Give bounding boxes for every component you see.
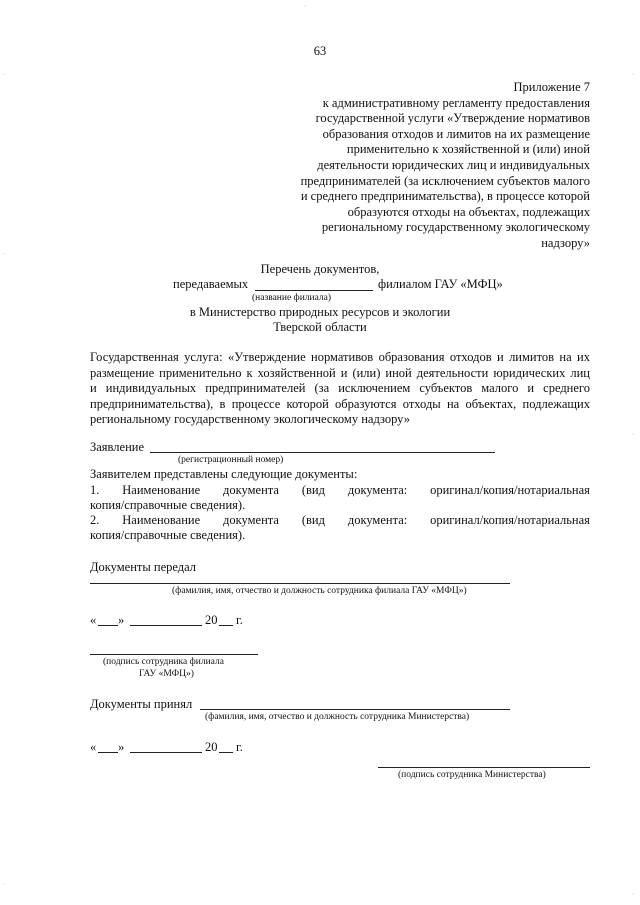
handover-employee-caption: (фамилия, имя, отчество и должность сотрудника филиала ГАУ «МФЦ»)	[172, 586, 467, 596]
document-item-2	[90, 513, 590, 528]
received-day-line[interactable]	[98, 752, 118, 753]
title-line-4: Тверской области	[273, 320, 367, 334]
document-item-word: документа	[223, 513, 279, 527]
handover-signature-caption-1: (подпись сотрудника филиала	[103, 657, 224, 667]
appendix-line: и среднего предпринимательства), в процессе которой	[300, 189, 590, 204]
appendix-line: региональному государственному экологическому	[321, 220, 590, 235]
handover-year-prefix: 20	[205, 613, 218, 627]
appendix-line: Приложение 7	[513, 80, 590, 94]
branch-name-caption: (название филиала)	[252, 293, 332, 303]
document-item-word: Наименование	[122, 483, 201, 497]
document-item-word: Наименование	[122, 513, 201, 527]
handover-date-close: »	[118, 613, 125, 627]
document-item-word: документа:	[347, 483, 408, 497]
received-year-prefix: 20	[205, 740, 218, 754]
registration-number-line[interactable]	[150, 452, 495, 453]
handover-signature-line[interactable]	[90, 654, 258, 655]
document-item-word: 2.	[90, 513, 100, 527]
document-item-2-cont: копия/справочные сведения).	[90, 528, 246, 542]
service-line: размещение применительно к хозяйственной и (или) иной деятельности юридических лиц	[90, 365, 590, 380]
scan-speck: ·	[3, 250, 6, 259]
appendix-line: применительно к хозяйственной и (или) иной	[346, 142, 590, 157]
appendix-line: образования отходов и лимитов на их размещение	[322, 126, 590, 141]
service-line: региональному государственному экологическому надзору»	[90, 412, 410, 427]
appendix-line: предпринимателей (за исключением субъектов малого	[300, 173, 590, 188]
service-line: предпринимательства), в процессе которой образуются отходы на объектах, подлежащих	[90, 396, 590, 411]
handover-employee-line[interactable]	[90, 583, 510, 584]
document-item-word: документа:	[347, 513, 408, 527]
appendix-line: государственной услуги «Утверждение нормативов	[315, 111, 590, 126]
service-paragraph	[90, 350, 590, 428]
document-item-word: оригинал/копия/нотариальная	[430, 513, 590, 527]
service-line: и индивидуальных предпринимателей (за исключением субъектов малого и среднего	[90, 381, 590, 396]
registration-number-caption: (регистрационный номер)	[178, 455, 284, 465]
received-date-close: »	[118, 740, 125, 754]
application-label: Заявление	[90, 440, 145, 454]
scan-speck: ·	[632, 430, 635, 439]
received-employee-caption: (фамилия, имя, отчество и должность сотрудника Министерства)	[205, 712, 470, 722]
document-item-1	[90, 483, 590, 498]
document-item-word: документа	[223, 483, 279, 497]
branch-name-line[interactable]	[255, 290, 373, 291]
document-item-word: оригинал/копия/нотариальная	[430, 483, 590, 497]
received-signature-caption: (подпись сотрудника Министерства)	[398, 770, 546, 780]
received-label: Документы принял	[90, 697, 193, 711]
appendix-line: деятельности юридических лиц и индивидуальных	[317, 157, 590, 172]
appendix-line: к административному регламенту предоставления	[322, 95, 590, 110]
service-line: Государственная услуга: «Утверждение нормативов образования отходов и лимитов на их	[90, 350, 590, 364]
appendix-line: надзору»	[541, 235, 590, 250]
scan-speck: ·	[632, 70, 635, 79]
page-number: 63	[313, 44, 327, 58]
title-line-1: Перечень документов,	[260, 262, 380, 276]
handover-day-line[interactable]	[98, 625, 118, 626]
received-signature-line[interactable]	[378, 767, 590, 768]
scan-speck: ·	[304, 2, 307, 11]
handover-label: Документы передал	[90, 560, 197, 574]
received-date-open: «	[90, 740, 97, 754]
handover-year-line[interactable]	[219, 625, 233, 626]
handover-date-open: «	[90, 613, 97, 627]
received-year-suffix: г.	[236, 740, 243, 754]
appendix-line: образуются отходы на объектах, подлежащих	[347, 204, 590, 219]
received-month-line[interactable]	[130, 752, 202, 753]
scan-speck: ·	[3, 880, 6, 889]
appendix-header	[260, 80, 590, 252]
document-item-word: 1.	[90, 483, 100, 497]
document-item-1-cont: копия/справочные сведения).	[90, 498, 246, 512]
title-line-2-right: филиалом ГАУ «МФЦ»	[378, 277, 503, 291]
documents-intro: Заявителем представлены следующие документы:	[90, 467, 358, 481]
handover-year-suffix: г.	[236, 613, 243, 627]
handover-month-line[interactable]	[130, 625, 202, 626]
document-item-word: (вид	[301, 513, 325, 527]
received-employee-line[interactable]	[200, 709, 510, 710]
scan-speck: ·	[632, 890, 635, 899]
handover-signature-caption-2: ГАУ «МФЦ»)	[139, 669, 194, 679]
document-item-word: (вид	[301, 483, 325, 497]
received-year-line[interactable]	[219, 752, 233, 753]
scan-speck: ·	[3, 70, 6, 79]
title-line-2-left: передаваемых	[173, 277, 249, 291]
title-line-3: в Министерство природных ресурсов и экологии	[189, 305, 451, 319]
